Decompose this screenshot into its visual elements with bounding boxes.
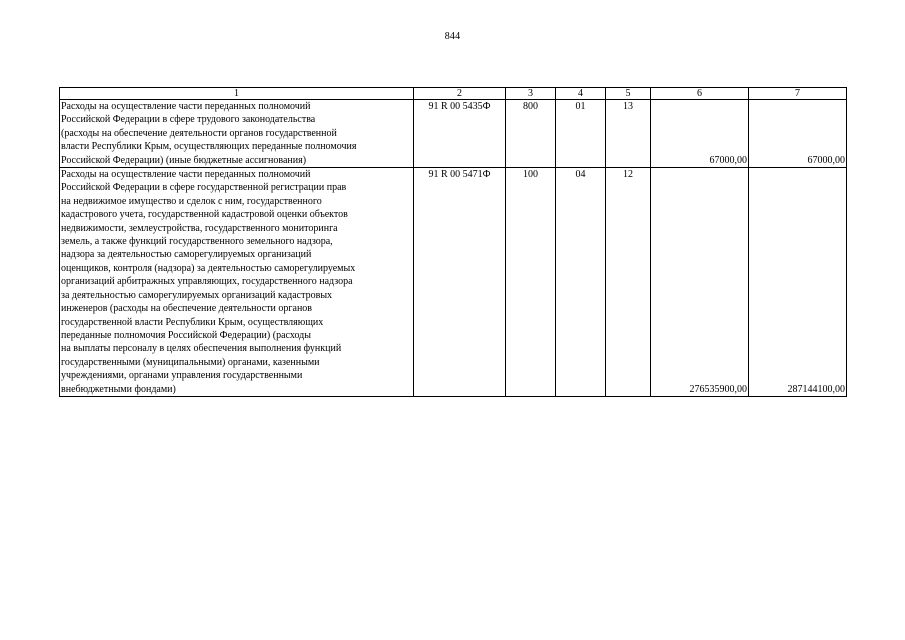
amount-year-1: 67000,00 <box>651 100 749 168</box>
description-line: переданные полномочия Российской Федерации) (расходы <box>61 329 311 341</box>
description-line: организаций арбитражных управляющих, государственного надзора <box>61 276 353 288</box>
table-row <box>60 100 847 168</box>
expense-type-code: 800 <box>506 100 556 168</box>
expense-description <box>60 100 414 168</box>
target-article-code: 91 R 00 5435Ф <box>414 100 506 168</box>
amount-year-1: 276535900,00 <box>651 168 749 397</box>
column-header: 1 <box>60 88 414 100</box>
description-line: Расходы на осуществление части переданных полномочий <box>61 101 311 112</box>
section-code: 01 <box>556 100 606 168</box>
column-header: 4 <box>556 88 606 100</box>
description-line: недвижимости, землеустройства, государственного мониторинга <box>61 222 338 234</box>
description-line: на выплаты персоналу в целях обеспечения выполнения функций <box>61 343 342 355</box>
description-line: внебюджетными фондами) <box>61 383 176 395</box>
description-line: инженеров (расходы на обеспечение деятельности органов <box>61 303 313 315</box>
expense-description <box>60 168 414 397</box>
column-header: 7 <box>749 88 847 100</box>
column-numbers-row <box>60 88 847 100</box>
column-header: 2 <box>414 88 506 100</box>
column-header: 6 <box>651 88 749 100</box>
description-line: земель, а также функций государственного земельного надзора, <box>61 236 333 248</box>
description-line: учреждениями, органами управления государственными <box>61 370 303 382</box>
amount-year-2: 287144100,00 <box>749 168 847 397</box>
description-line: государственной власти Республики Крым, осуществляющих <box>61 316 324 328</box>
description-line: за деятельностью саморегулируемых организаций кадастровых <box>61 289 333 301</box>
description-line: Российской Федерации в сфере государственной регистрации прав <box>61 182 347 194</box>
subsection-code: 13 <box>606 100 651 168</box>
column-header: 5 <box>606 88 651 100</box>
target-article-code: 91 R 00 5471Ф <box>414 168 506 397</box>
description-line: власти Республики Крым, осуществляющих переданные полномочия <box>61 141 357 153</box>
description-line: государственными (муниципальными) органами, казенными <box>61 356 320 368</box>
description-line: (расходы на обеспечение деятельности органов государственной <box>61 127 337 139</box>
description-line: оценщиков, контроля (надзора) за деятельностью саморегулируемых <box>61 262 356 274</box>
page-number: 844 <box>444 31 461 42</box>
description-line: на недвижимое имущество и сделок с ним, государственного <box>61 195 322 207</box>
subsection-code: 12 <box>606 168 651 397</box>
budget-table <box>59 87 847 397</box>
description-line: Российской Федерации в сфере трудового законодательства <box>61 114 316 126</box>
table-row <box>60 168 847 397</box>
amount-year-2: 67000,00 <box>749 100 847 168</box>
description-line: Расходы на осуществление части переданных полномочий <box>61 169 311 181</box>
column-header: 3 <box>506 88 556 100</box>
description-line: Российской Федерации) (иные бюджетные ассигнования) <box>61 154 307 166</box>
section-code: 04 <box>556 168 606 397</box>
description-line: надзора за деятельностью саморегулируемых организаций <box>61 249 312 261</box>
expense-type-code: 100 <box>506 168 556 397</box>
description-line: кадастрового учета, государственной кадастровой оценки объектов <box>61 209 348 221</box>
